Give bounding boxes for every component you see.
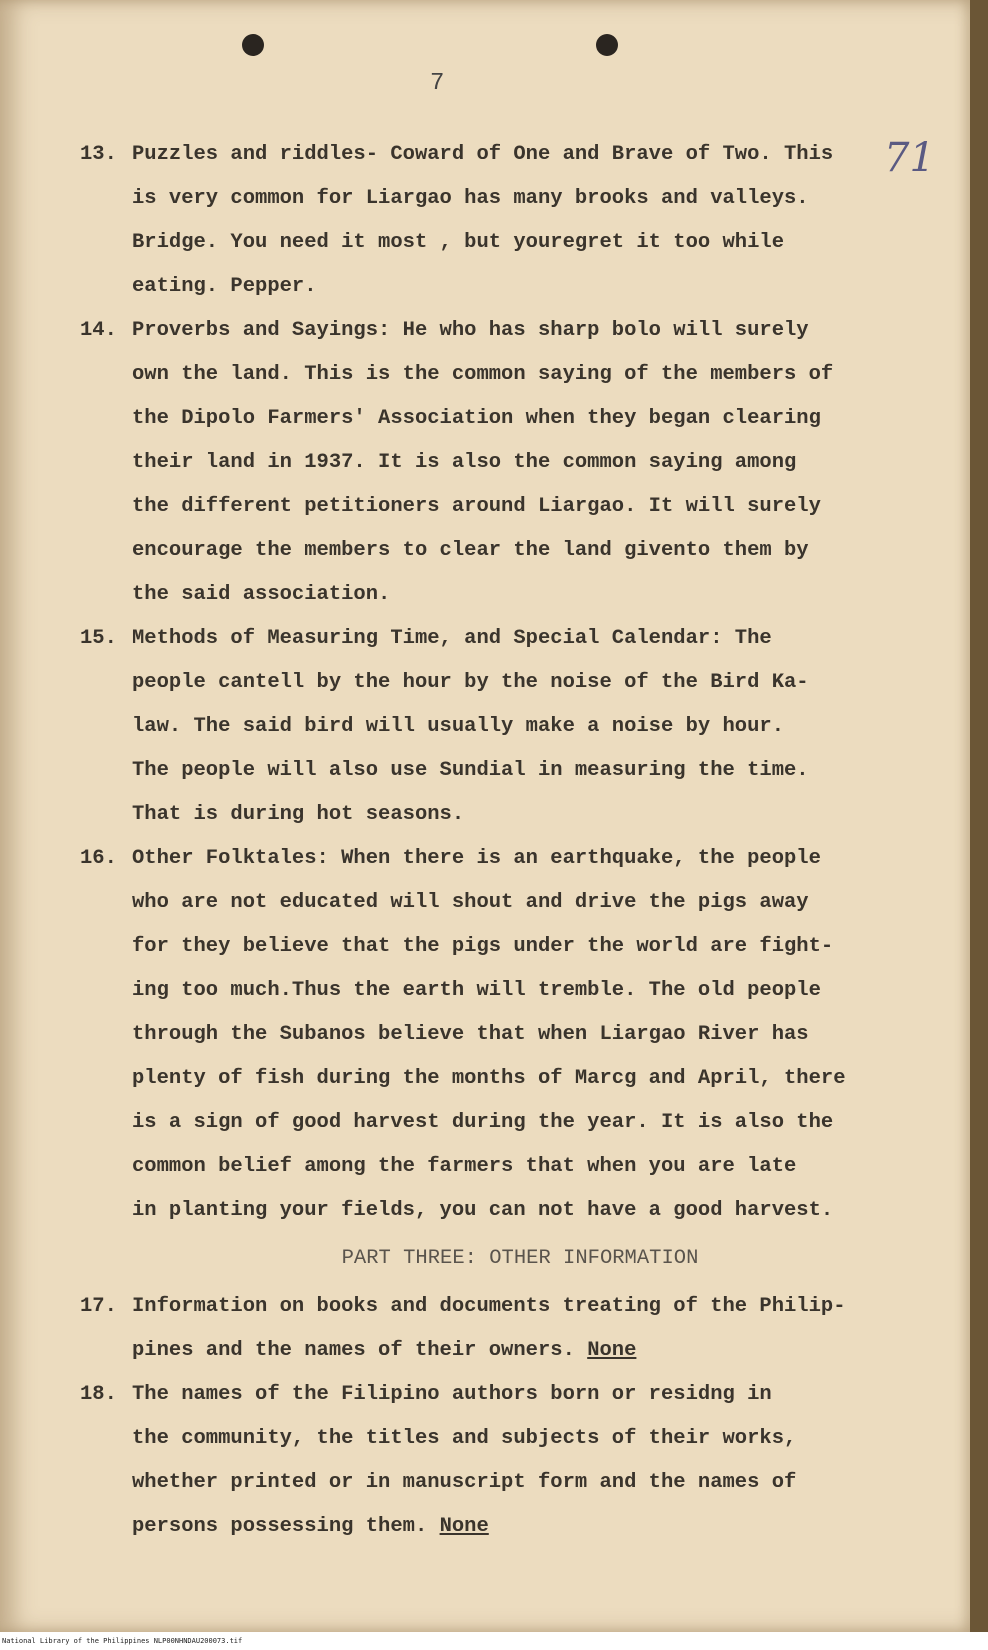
text-line: ing too much.Thus the earth will tremble. The old people [132,979,821,1002]
text-line: for they believe that the pigs under the world are fight- [132,935,834,958]
text-line: Proverbs and Sayings: He who has sharp bolo will surely [132,319,809,342]
text-line: people cantell by the hour by the noise of the Bird Ka- [132,671,809,694]
text-line: their land in 1937. It is also the common saying among [132,451,797,474]
item-number: 13. [80,143,117,166]
text-line: whether printed or in manuscript form and the names of [132,1471,797,1494]
text-line: Puzzles and riddles- Coward of One and Brave of Two. This [132,143,834,166]
text-line: through the Subanos believe that when Liargao River has [132,1023,809,1046]
page-number: 7 [430,70,445,97]
text-line: common belief among the farmers that when you are late [132,1155,797,1178]
text-line: in planting your fields, you can not have a good harvest. [132,1199,834,1222]
text-line: the Dipolo Farmers' Association when they began clearing [132,407,821,430]
text-line: The names of the Filipino authors born or residng in [132,1383,772,1406]
text-line: encourage the members to clear the land givento them by [132,539,809,562]
text-line: who are not educated will shout and drive the pigs away [132,891,809,914]
item-number: 18. [80,1383,117,1406]
text-line: Information on books and documents treating of the Philip- [132,1295,846,1318]
text-line: Other Folktales: When there is an earthquake, the people [132,847,821,870]
item-number: 17. [80,1295,117,1318]
item-15 [80,617,900,837]
text-line: is very common for Liargao has many brooks and valleys. [132,187,809,210]
underlined-answer: None [439,1515,489,1538]
text-line: eating. Pepper. [132,275,317,298]
page-edge [970,0,988,1650]
text-line: Bridge. You need it most , but youregret it too while [132,231,785,254]
item-14 [80,309,900,617]
text-line: own the land. This is the common saying of the members of [132,363,834,386]
margin-note: 71 [884,135,935,181]
text-line: persons possessing them. None [132,1515,489,1538]
text-line: the said association. [132,583,391,606]
item-13 [80,133,900,309]
text-line: That is during hot seasons. [132,803,465,826]
text-line: is a sign of good harvest during the year. It is also the [132,1111,834,1134]
scan-footer: National Library of the Philippines NLP00NHNDAU200073.tif [0,1632,988,1650]
part-heading: PART THREE: OTHER INFORMATION [341,1247,699,1270]
text-line: Methods of Measuring Time, and Special Calendar: The [132,627,772,650]
punch-hole-right [596,34,618,56]
item-16 [80,837,900,1233]
text-line: the different petitioners around Liargao. It will surely [132,495,821,518]
text-line: pines and the names of their owners. None [132,1339,637,1362]
item-number: 15. [80,627,117,650]
text-line: the community, the titles and subjects of their works, [132,1427,797,1450]
text-line: plenty of fish during the months of Marcg and April, there [132,1067,846,1090]
item-number: 16. [80,847,117,870]
text-line: The people will also use Sundial in measuring the time. [132,759,809,782]
punch-hole-left [242,34,264,56]
item-18 [80,1373,900,1549]
text-line: law. The said bird will usually make a noise by hour. [132,715,785,738]
document-body [80,133,900,1549]
item-17 [80,1285,900,1373]
underlined-answer: None [587,1339,637,1362]
item-number: 14. [80,319,117,342]
